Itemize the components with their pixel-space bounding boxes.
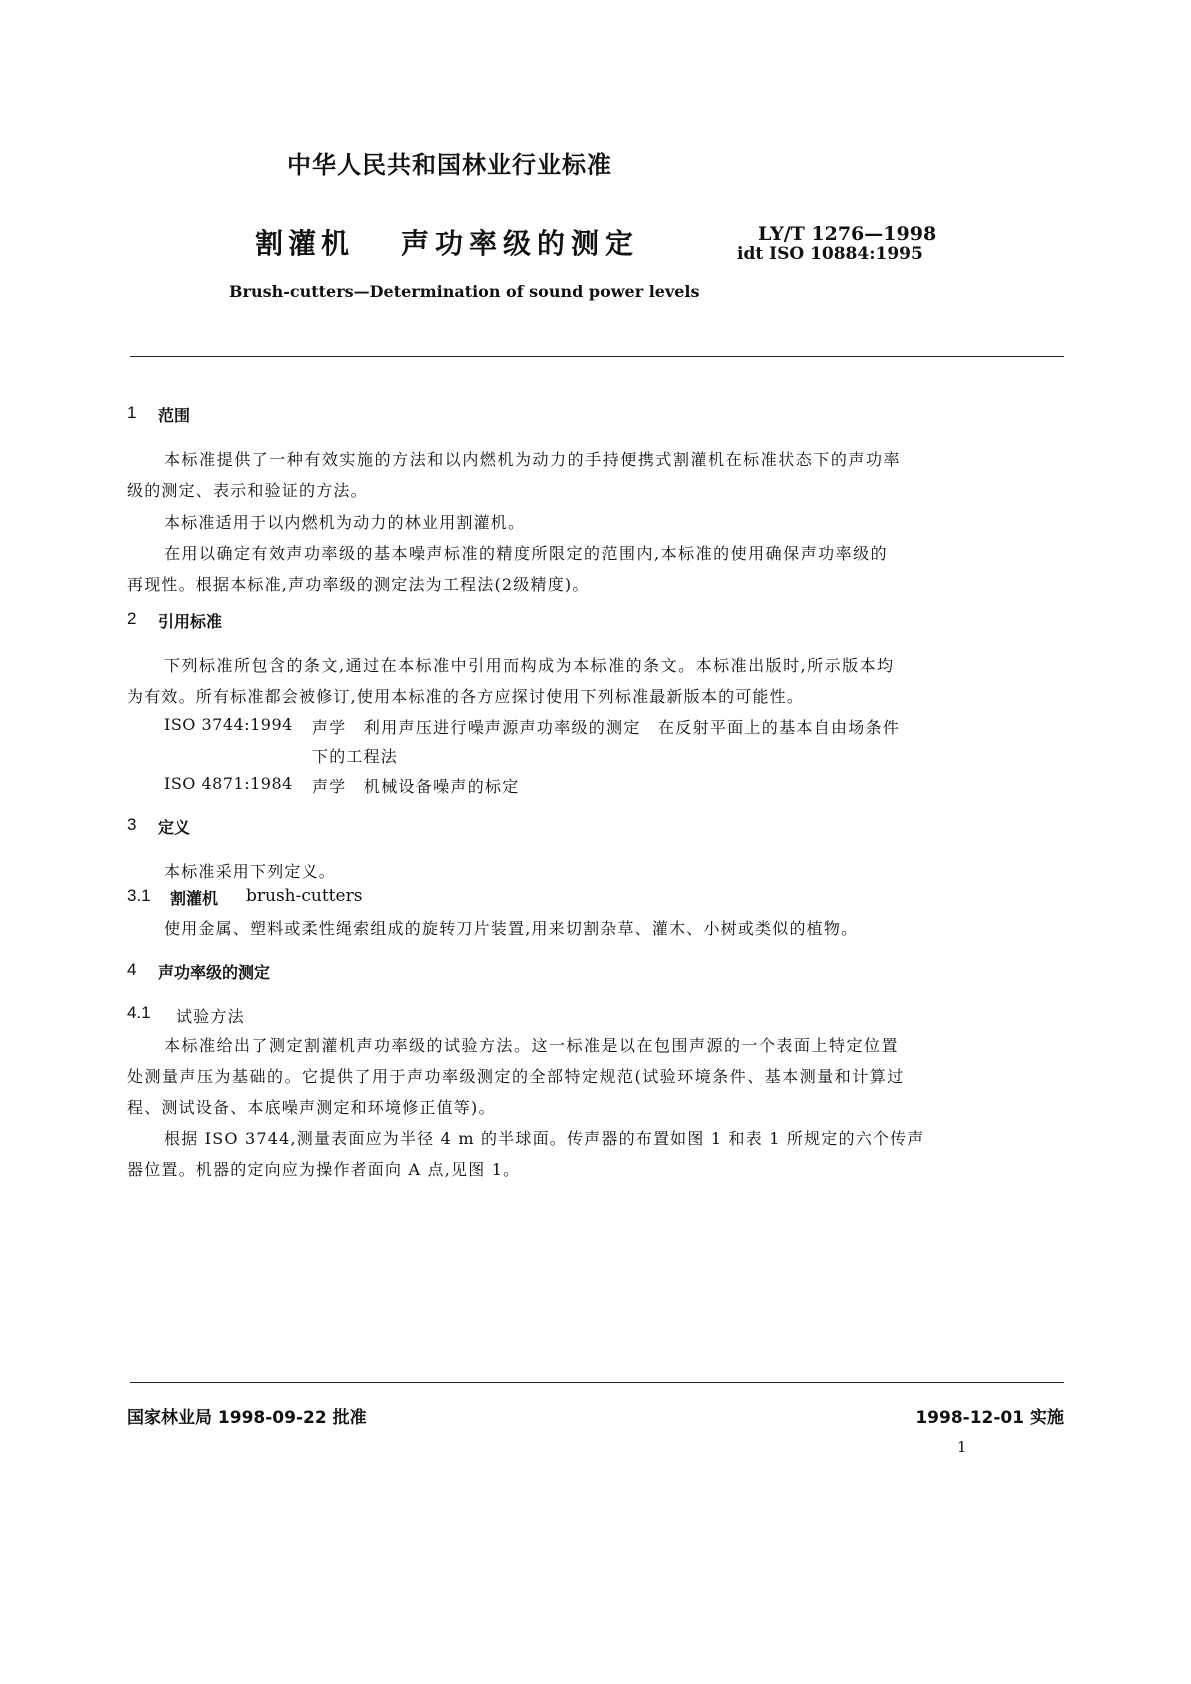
standard-idt: idt ISO 10884:1995	[737, 244, 923, 264]
section-1-title: 范围	[158, 406, 191, 425]
section-4-para2-line1: 根据 ISO 3744,测量表面应为半径 4 m 的半球面。传声器的布置如图 1 和表 1 所规定的六个传声	[164, 1129, 925, 1148]
section-3-number: 3	[127, 815, 137, 834]
approval-info: 国家林业局 1998-09-22 批准	[127, 1408, 367, 1428]
section-4-number: 4	[127, 960, 137, 979]
title-cn-part2: 声功率级的测定	[401, 227, 640, 260]
section-4-para2-line2: 器位置。机器的定向应为操作者面向 A 点,见图 1。	[127, 1160, 521, 1179]
section-1-para1-line2: 级的测定、表示和验证的方法。	[127, 481, 368, 500]
org-title: 中华人民共和国林业行业标准	[287, 151, 612, 179]
subsection-3-1-term-english: brush-cutters	[246, 886, 363, 906]
reference-title-2: 声学 机械设备噪声的标定	[312, 777, 520, 796]
section-1-para3-line2: 再现性。根据本标准,声功率级的测定法为工程法(2级精度)。	[127, 575, 590, 594]
page-number: 1	[957, 1438, 967, 1456]
effective-date: 1998-12-01 实施	[915, 1408, 1064, 1428]
section-1-para1-line1: 本标准提供了一种有效实施的方法和以内燃机为动力的手持便携式割灌机在标准状态下的声功率	[164, 450, 902, 469]
subsection-4-1-title: 试验方法	[176, 1007, 245, 1026]
section-2-para1-line1: 下列标准所包含的条文,通过在本标准中引用而构成为本标准的条文。本标准出版时,所示版本均	[164, 656, 895, 675]
subsection-3-1-number: 3.1	[127, 886, 151, 905]
subsection-3-1-term: 割灌机	[170, 889, 219, 908]
section-2-title: 引用标准	[158, 612, 223, 631]
subsection-4-1-number: 4.1	[127, 1003, 151, 1022]
section-1-para3-line1: 在用以确定有效声功率级的基本噪声标准的精度所限定的范围内,本标准的使用确保声功率级的	[164, 544, 889, 563]
section-2-para1-line2: 为有效。所有标准都会被修订,使用本标准的各方应探讨使用下列标准最新版本的可能性。	[127, 687, 805, 706]
reference-code-1: ISO 3744:1994	[164, 715, 293, 734]
reference-title-1-line2: 下的工程法	[312, 747, 399, 766]
footer-divider	[130, 1382, 1064, 1383]
title-cn-part1: 割灌机	[255, 227, 355, 260]
section-1-para2: 本标准适用于以内燃机为动力的林业用割灌机。	[164, 513, 526, 532]
section-2-number: 2	[127, 609, 137, 628]
section-4-para1-line1: 本标准给出了测定割灌机声功率级的试验方法。这一标准是以在包围声源的一个表面上特定位置	[164, 1036, 900, 1055]
section-4-para1-line2: 处测量声压为基础的。它提供了用于声功率级测定的全部特定规范(试验环境条件、基本测量和计算过	[127, 1067, 905, 1086]
header-divider	[130, 356, 1064, 357]
section-3-para1: 本标准采用下列定义。	[164, 862, 337, 881]
standard-code: LY/T 1276—1998	[758, 223, 937, 245]
title-english: Brush-cutters—Determination of sound power levels	[229, 282, 700, 301]
reference-title-1-line1: 声学 利用声压进行噪声源声功率级的测定 在反射平面上的基本自由场条件	[312, 718, 901, 737]
section-1-number: 1	[127, 403, 137, 422]
section-4-para1-line3: 程、测试设备、本底噪声测定和环境修正值等)。	[127, 1098, 496, 1117]
reference-code-2: ISO 4871:1984	[164, 774, 293, 793]
subsection-3-1-definition: 使用金属、塑料或柔性绳索组成的旋转刀片装置,用来切割杂草、灌木、小树或类似的植物。	[164, 919, 859, 938]
section-4-title: 声功率级的测定	[158, 963, 271, 982]
section-3-title: 定义	[158, 818, 191, 837]
